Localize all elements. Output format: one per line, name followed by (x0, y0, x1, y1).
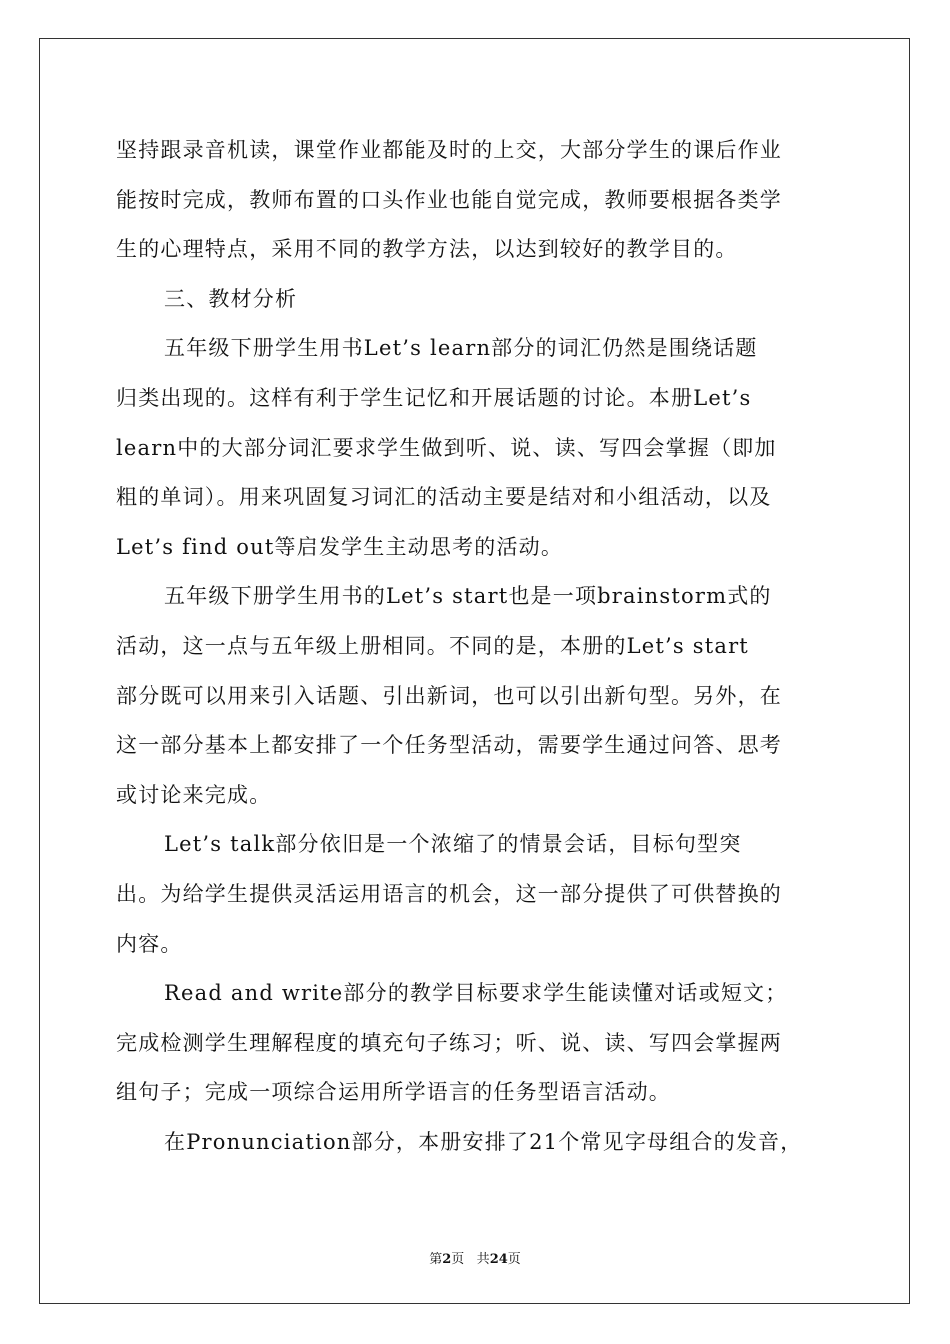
text-line: 生的心理特点，采用不同的教学方法，以达到较好的教学目的。 (116, 237, 738, 262)
text-line: 五年级下册学生用书Let’s learn部分的词汇仍然是围绕话题 (164, 336, 758, 361)
document-body (116, 126, 834, 1167)
page-number: 2 (442, 1252, 452, 1267)
text-line: 内容。 (116, 931, 183, 956)
text-line: Let’s talk部分依旧是一个浓缩了的情景会话，目标句型突 (164, 832, 742, 857)
text-line: Read and write部分的教学目标要求学生能读懂对话或短文； (164, 981, 788, 1006)
text-line: 完成检测学生理解程度的填充句子练习；听、说、读、写四会掌握两 (116, 1030, 782, 1055)
text-line: 坚持跟录音机读，课堂作业都能及时的上交，大部分学生的课后作业 (116, 138, 782, 162)
total-prefix: 共 (476, 1252, 490, 1267)
text-line: 粗的单词）。用来巩固复习词汇的活动主要是结对和小组活动，以及 (116, 485, 772, 510)
text-line: 部分既可以用来引入话题、引出新词，也可以引出新句型。另外，在 (116, 683, 782, 708)
text-line: 这一部分基本上都安排了一个任务型活动，需要学生通过问答、思考 (116, 733, 782, 758)
total-suffix: 页 (507, 1252, 521, 1267)
section-heading: 三、教材分析 (164, 286, 298, 311)
text-line: 在Pronunciation部分，本册安排了21个常见字母组合的发音， (164, 1129, 803, 1154)
text-line: 归类出现的。这样有利于学生记忆和开展话题的讨论。本册Let’s (116, 385, 752, 410)
text-line: Let’s find out等启发学生主动思考的活动。 (116, 534, 564, 559)
page-suffix: 页 (451, 1252, 465, 1267)
text-line: 出。为给学生提供灵活运用语言的机会，这一部分提供了可供替换的 (116, 881, 782, 906)
text-line: 或讨论来完成。 (116, 782, 272, 807)
text-line: 五年级下册学生用书的Let’s start也是一项brainstorm式的 (164, 584, 772, 609)
text-line: 活动，这一点与五年级上册相同。不同的是，本册的Let’s start (116, 633, 749, 658)
total-pages: 24 (489, 1252, 508, 1267)
page-prefix: 第 (429, 1252, 443, 1267)
text-line: 能按时完成，教师布置的口头作业也能自觉完成，教师要根据各类学 (116, 187, 782, 212)
text-line: 组句子；完成一项综合运用所学语言的任务型语言活动。 (116, 1080, 671, 1105)
text-line: learn中的大部分词汇要求学生做到听、说、读、写四会掌握（即加 (116, 435, 777, 460)
page-footer (0, 1248, 950, 1267)
